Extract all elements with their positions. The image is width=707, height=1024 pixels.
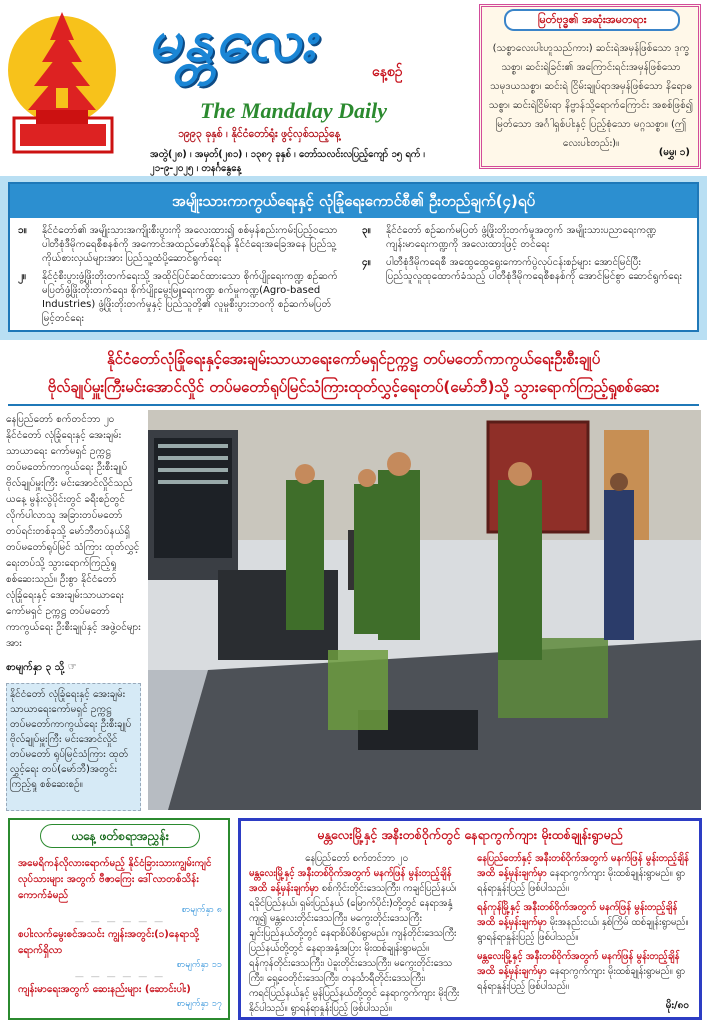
objectives-title: အမျိုးသားကာကွယ်ရေးနှင့် လုံခြုံရေးကောင်စီ၏ ဦးတည်ချက်(၄)ရပ်	[10, 184, 697, 218]
weather-entry	[477, 949, 692, 994]
weather-entry	[477, 851, 692, 896]
weather-entry-text: နေရာကွက်ကျား မိုးထစ်ချုန်းရွာမည်။ ရွာရန်ရာနှုန်းပြည့် ဖြစ်ပါသည်။	[477, 868, 686, 894]
english-title: The Mandalay Daily	[200, 98, 387, 123]
dhamma-box	[479, 4, 701, 169]
article-continued[interactable]: စာမျက်နှာ ၃ သို့ ☞	[6, 662, 77, 673]
weather-col-left	[249, 851, 464, 1014]
contents-item[interactable]: ကျန်းမာရေးအတွက် ဆေးနည်းများ (ဆောင်းပါး)	[18, 984, 191, 995]
weather-entry-text: နေရာကွက်ကျား မိုးထစ်ချုန်းရွာမည်။ ရွာရန်ရာနှုန်းပြည့် ဖြစ်ပါသည်။	[477, 966, 686, 992]
brand-title: မန္တလေး	[148, 8, 318, 73]
weather-entry-lead: မန္တလေးမြို့နှင့် အနီးတစ်ဝိုက်အတွက် မနက်ဖြန် မွန်းတည့်ချိန်အထိ ခန့်မှန်းချက်မှာ	[249, 868, 452, 894]
objectives-box	[8, 182, 699, 332]
weather-title: မန္တလေးမြို့နှင့် အနီးတစ်ဝိုက်တွင် နေရာကွက်ကျား မိုးထစ်ချုန်းရွာမည်	[317, 827, 623, 842]
weather-entry-lead: ရန်ကုန်မြို့နှင့် အနီးတစ်ဝိုက်အတွက် မနက်ဖြန် မွန်းတည့်ချိန်အထိ ခန့်မှန်းချက်မှာ	[477, 902, 678, 928]
objective-number: ၄။	[362, 257, 371, 268]
contents-separator: — — — — — —	[74, 917, 166, 927]
contents-box	[8, 818, 230, 1020]
photo-caption: နိုင်ငံတော် လုံခြုံရေးနှင့် အေးချမ်းသာယာရေးကော်မရှင် ဥက္ကဋ္ဌ တပ်မတော်ကာကွယ်ရေး ဦးစီးချုပ် ဗိုလ်ချုပ်မှူးကြီး မင်းအောင်လှိုင် တပ်မတော် ရုပ်မြင်သံကြား ထုတ်လွှင့်ရေး တပ်(မော်ဘီ)အတွင်း ကြည့်ရှု စစ်ဆေးစဉ်။	[6, 683, 141, 811]
objective-number: ၃။	[362, 225, 371, 236]
article-text: နေပြည်တော် စက်တင်ဘာ ၂၀ နိုင်ငံတော် လုံခြုံရေးနှင့် အေးချမ်းသာယာရေး ကော်မရှင် ဥက္ကဋ္ဌ တပ်မတော်ကာကွယ်ရေး ဦးစီးချုပ် ဗိုလ်ချုပ်မှူးကြီး မင်းအောင်လှိုင်သည် ယနေ့ မွန်းလွဲပိုင်းတွင် ခရီးစဉ်တွင် လိုက်ပါလာသူ အခြားတပ်မတော် တပ်ရင်းတစ်ခုသို့ မော်ဘီတပ်နယ်ရှိ တပ်မတော်ရုပ်မြင် သံကြား ထုတ်လွှင့်ရေးတပ်သို့ သွားရောက်ကြည့်ရှုစစ်ဆေးသည်။ ဦးစွာ နိုင်ငံတော်လုံခြုံရေးနှင့် အေးချမ်းသာယာရေး ကော်မရှင် ဥက္ကဋ္ဌ တပ်မတော်ကာကွယ်ရေး ဦးစီးချုပ်နှင့် အဖွဲ့ဝင်များအား	[6, 414, 141, 649]
masthead	[0, 0, 707, 176]
contents-page: စာမျက်နှာ ၈	[181, 905, 222, 915]
weather-entry	[249, 866, 464, 1014]
objective-number: ၂။	[18, 271, 26, 282]
contents-page: စာမျက်နှာ ၁၇	[176, 999, 222, 1009]
objective-item	[18, 224, 338, 266]
issue-line: အတွဲ(၂၈) ၊ အမှတ်(၂၈၁) ၊ ၁၃၈၇ ခုနှစ် ၊ တော်သလင်းလပြည့်ကျော် ၁၅ ရက် ၊ ၂၁-၉-၂၀၂၅ ၊ တနင်္ဂနွေနေ့	[150, 149, 425, 174]
contents-separator: — — — — — —	[74, 972, 166, 982]
weather-box	[238, 818, 702, 1020]
objective-text: နိုင်ငံတော်၏ အမျိုးသားအကျိုးစီးပွားကို အလေးထား၍ စစ်မှန်စည်းကမ်းပြည့်ဝသော ပါတီစုံဒီမိုကရေစီစနစ်ကို အကောင်အထည်ဖော်နိုင်ရန် နိုင်ငံရေးအခြေအနေ ပြည်သူ့ ကိုယ်စားလှယ်များအား ပြည်သူ့ထံပို့ဆောင်ရွက်ရေး	[42, 225, 338, 264]
daily-tag: နေ့စဉ်	[372, 64, 403, 80]
objective-number: ၁။	[18, 225, 27, 236]
weather-col-right	[477, 851, 692, 994]
weather-footer: မိုး/၈၀	[665, 1000, 689, 1011]
contents-page: စာမျက်နှာ ၁၁	[176, 960, 222, 970]
headline-rule	[8, 404, 699, 406]
dhamma-box-source: (မမွှ၊ ၁)	[658, 147, 690, 158]
objective-item	[18, 270, 338, 326]
objective-item	[362, 224, 682, 252]
weather-entry-lead: မန္တလေးမြို့နှင့် အနီးတစ်ဝိုက်အတွက် မနက်ဖြန် မွန်းတည့်ချိန်အထိ ခန့်မှန်းချက်မှာ	[477, 951, 680, 977]
objective-item	[362, 256, 682, 284]
dhamma-box-title: မြတ်ဗုဒ္ဓ၏ အဆုံးအမတရား	[504, 9, 680, 31]
contents-title: ယနေ့ ဖတ်စရာအညွှန်း	[40, 824, 200, 848]
headline-line-1: နိုင်ငံတော်လုံခြုံရေးနှင့်အေးချမ်းသာယာရေးကော်မရှင်ဥက္ကဋ္ဌ တပ်မတော်ကာကွယ်ရေးဦးစီးချုပ်	[106, 350, 601, 368]
weather-dateline: နေပြည်တော် စက်တင်ဘာ ၂၀	[305, 853, 408, 864]
weather-entry-text: မိုးအနည်းငယ်၊ နှစ်ကြိမ် ထစ်ချုန်းရွာမည်။ ရွာရန်ရာနှုန်းပြည့် ဖြစ်ပါသည်။	[477, 917, 689, 943]
motto: ၁၉၉၃ ခုနှစ် ၊ နိုင်ငံတော်ရုံး ဖွင့်လှစ်သည့်နေ့	[178, 128, 341, 140]
objective-text: နိုင်ငံ့စီးပွားဖွံ့ဖြိုးတိုးတက်ရေးသို့ အထိုင်ပြင်ဆင်ထားသော စိုက်ပျိုးရေးကဏ္ဍ စဉ်ဆက်မပြတ်ဖွံ့ဖြိုးတိုးတက်ရေး၊ စိုက်ပျိုးမွေးမြူရေးကဏ္ဍ စက်မှုကဏ္ဍ(Agro-based Industries) ဖွံ့ဖြိုးတိုးတက်မှုနှင့် ပြည်သူတို့၏ လူမှုစီးပွားဘဝကို စဉ်ဆက်မပြတ် မြင့်တင်ရေး	[42, 271, 338, 324]
objectives-band	[0, 176, 707, 340]
weather-entry-text: စစ်ကိုင်းတိုင်းဒေသကြီး၊ ကချင်ပြည်နယ်၊ ရခိုင်ပြည်နယ်၊ ရှမ်းပြည်နယ် (မြောက်ပိုင်း)တို့တွင် နေရာအနှံ့ကျ၍ မန္တလေးတိုင်းဒေသကြီး၊ မကွေးတိုင်းဒေသကြီး ချင်းပြည်နယ်တို့တွင် နေရာစိပ်စိပ်ရွာမည်။ ကျန်တိုင်းဒေသကြီး ပြည်နယ်တို့တွင် နေရာအနှံ့အပြား မိုးထစ်ချုန်းရွာမည်။ ရန်ကုန်တိုင်းဒေသကြီး၊ ပဲခူးတိုင်းဒေသကြီး၊ မကွေးတိုင်းဒေသကြီး၊ ရှေ့ဝေတိုင်းဒေသကြီး၊ တနင်္သာရီတိုင်းဒေသကြီး၊ ကရင်ပြည်နယ်နှင့် မွန်ပြည်နယ်တို့တွင် နေရာကွက်ကျား မိုးကြီးနိုင်ပါသည်။ ရွာရန်ရာနှုန်းပြည့် ဖြစ်ပါသည်။	[249, 883, 460, 1014]
contents-item[interactable]: အမေရိကန်လိုလားရောက်မည့် နိုင်ငံခြားသားကျွမ်းကျင်လုပ်သားများ အတွက် ဗီဇာကြေး ဒေါ်လာတစ်သိန်း ကောက်ခံမည်	[18, 858, 212, 901]
weather-entry	[477, 900, 692, 945]
headline-line-2: ဗိုလ်ချုပ်မှူးကြီးမင်းအောင်လှိုင် တပ်မတော်ရုပ်မြင်သံကြားထုတ်လွှင့်ရေးတပ်(မော်ဘီ)သို့ သွားရောက်ကြည့်ရှုစစ်ဆေး	[47, 378, 660, 396]
contents-item[interactable]: စပါးလက်မွေးစင်အသင်း ကျွန်းအတွင်း(၁)နေရာသို့ ရောက်ရှိလာ	[18, 929, 200, 956]
objective-text: နိုင်ငံတော် စဉ်ဆက်မပြတ် ဖွံ့ဖြိုးတိုးတက်မှုအတွက် အမျိုးသားပညာရေးကဏ္ဍ ကျန်းမာရေးကဏ္ဍကို အလေးထားဖြင့် တင်ရေး	[386, 225, 657, 250]
objective-text: ပါတီစုံဒီမိုကရေစီ အထွေထွေရွေးကောက်ပွဲလုပ်ငန်းစဉ်များ အောင်မြင်ပြီး ပြည်သူလူထုထောက်ခံသည့် ပါတီစုံဒီမိုကရေစီစနစ်ကို အောင်မြင်စွာ ဆောင်ရွက်ရေး	[386, 257, 682, 282]
contents-list	[18, 856, 222, 1011]
weather-entry-lead: နေပြည်တော်နှင့် အနီးတစ်ဝိုက်အတွက် မနက်ဖြန် မွန်းတည့်ချိန်အထိ ခန့်မှန်းချက်မှာ	[477, 853, 689, 879]
dhamma-box-text: (သစ္စာလေးပါးဟူသည်ကား) ဆင်းရဲအမှန်ဖြစ်သော ဒုက္ခသစ္စာ၊ ဆင်းရဲခြင်း၏ အကြောင်းရင်းအမှန်ဖြစ်သော သမုဒယသစ္စာ၊ ဆင်းရဲ ငြိမ်းချုပ်ရာအမှန်ဖြစ်သော နိရောဓသစ္စာ၊ ဆင်းရဲငြိမ်းရာ နိဗ္ဗာန်သို့ရောက်ကြောင်း အစစ်ဖြစ်၍ မြတ်သော အင်္ဂါရှစ်ပါးနှင့် ပြည့်စုံသော မဂ္ဂသစ္စာ။ (ဤလေးပါးတည်း)။	[488, 43, 694, 149]
pagoda-logo-icon	[6, 6, 118, 156]
news-photo	[148, 410, 701, 810]
